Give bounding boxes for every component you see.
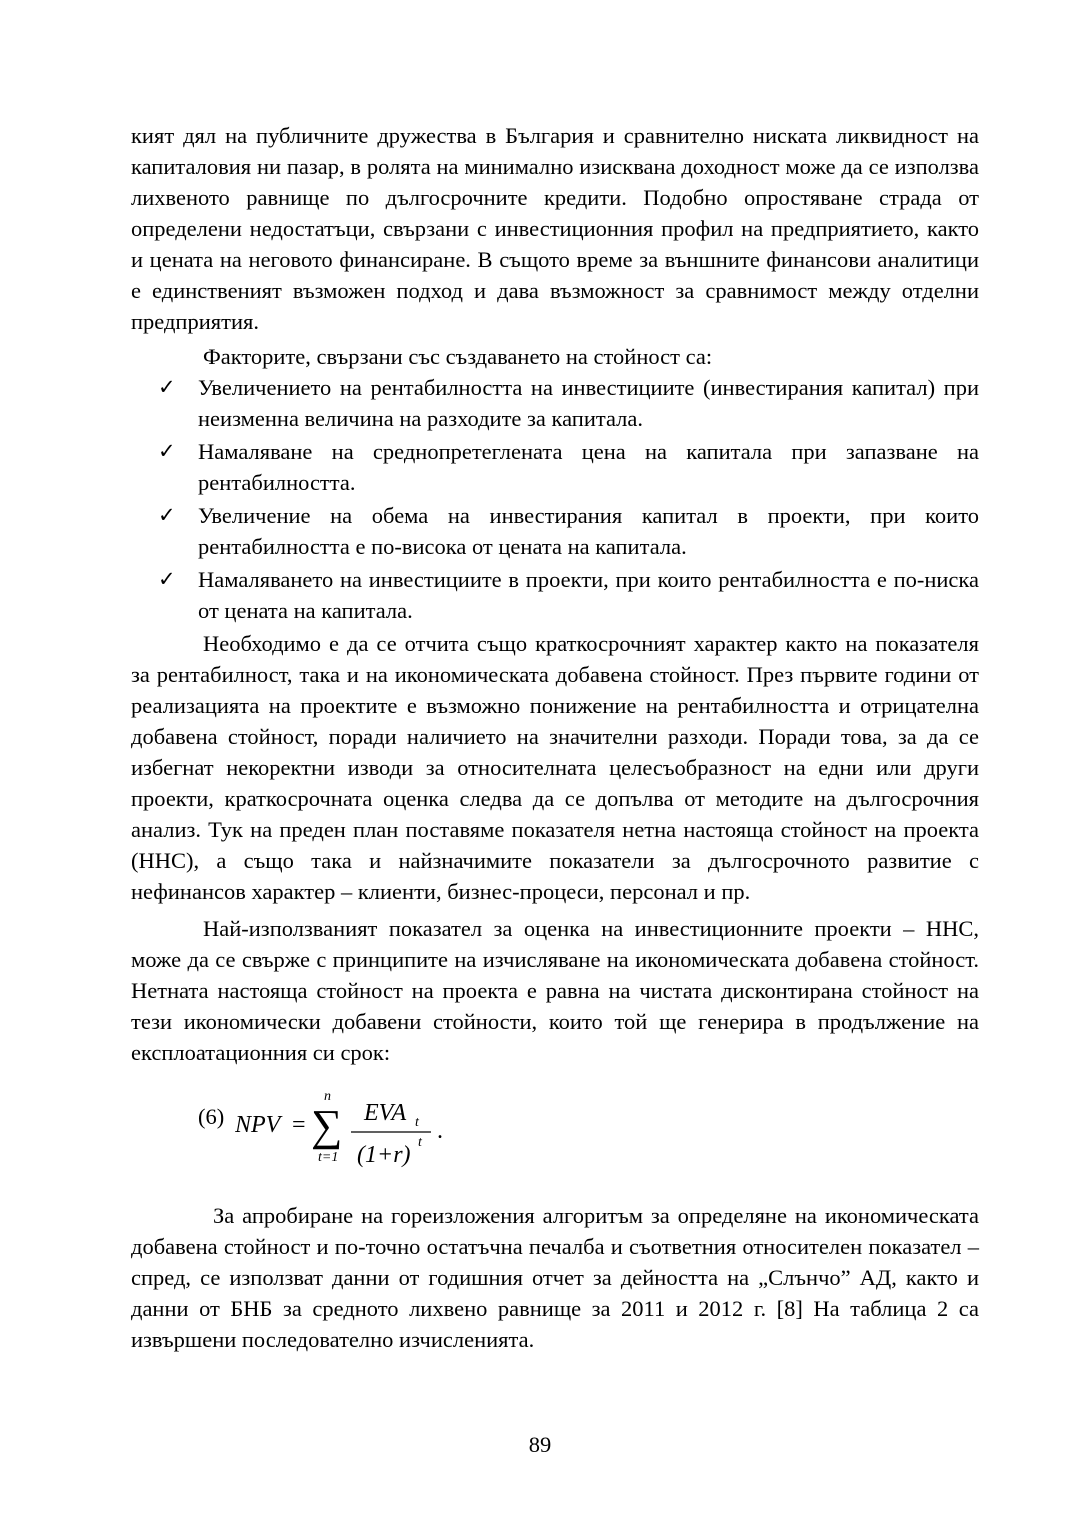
- numerator-subscript: t: [415, 1115, 419, 1130]
- equation-equals: =: [292, 1112, 306, 1138]
- equation-terminator: .: [437, 1118, 443, 1144]
- factor-checklist: [131, 372, 979, 626]
- summation-sign: ∑: [311, 1101, 343, 1150]
- list-item: [131, 500, 979, 562]
- denominator-superscript: t: [418, 1135, 422, 1150]
- equation-number: (6): [198, 1104, 225, 1129]
- sum-lower-limit: t=1: [318, 1150, 339, 1165]
- checkmark-icon: ✓: [158, 439, 176, 463]
- paragraph-4: За апробиране на гореизложения алгоритъм за определяне на икономическата добавена стойност и по-точно остатъчна печалба и съответния относителен показател – спред, се използват данни от годишния отчет за дейността на „Слънчо” АД, както и данни от БНБ за средното лихвено равнище за 2011 и 2012 г. [8] На таблица 2 са извършени последователно изчисленията.: [131, 1203, 979, 1352]
- list-item-text: Увеличението на рентабилността на инвестициите (инвестирания капитал) при неизменна величина на разходите за капитала.: [198, 375, 979, 431]
- equation-lhs: NPV: [235, 1112, 281, 1138]
- checkmark-icon: ✓: [158, 375, 176, 399]
- list-item: [131, 564, 979, 626]
- sum-upper-limit: n: [324, 1089, 331, 1104]
- list-item-text: Намаляване на среднопретеглената цена на капитала при запазване на рентабилността.: [198, 439, 979, 495]
- list-item-text: Увеличение на обема на инвестирания капитал в проекти, при които рентабилността е по-висока от цената на капитала.: [198, 503, 979, 559]
- list-item-text: Намаляването на инвестициите в проекти, при които рентабилността е по-ниска от цената на капитала.: [198, 567, 979, 623]
- paragraph-2: Необходимо е да се отчита също краткосрочният характер както на показателя за рентабилност, така и на икономическата добавена стойност. През първите години от реализацията на проектите е възможно понижение на рентабилността и отрицателна добавена стойност, поради наличието на значителни разходи. Поради това, за да се избегнат некоректни изводи за относителната целесъобразност на едни или други проекти, краткосрочната оценка следва да се допълва от методите на дългосрочния анализ. Тук на преден план поставяме показателя нетна настояща стойност на проекта (ННС), а също така и найзначимите показатели за дългосрочното развитие с нефинансов характер – клиенти, бизнес-процеси, персонал и пр.: [131, 631, 979, 904]
- equation-numerator: EVA: [364, 1100, 407, 1126]
- equation-denominator: (1+r): [357, 1142, 411, 1168]
- body-text: [131, 120, 979, 1355]
- paragraph-1: кият дял на публичните дружества в България и сравнително ниската ликвидност на капиталовия ни пазар, в ролята на минимално изисквана доходност може да се използва лихвеното равнище по дългосрочните кредити. Подобно опростяване страда от определени недостатъци, свързани с инвестиционния профил на предприятието, както и цената на неговото финансиране. В същото време за външните финансови аналитици е единственият възможен подход и дава възможност за сравнимост между отделни предприятия.: [131, 123, 979, 334]
- list-item: [131, 372, 979, 434]
- factors-intro: Факторите, свързани със създаването на стойност са:: [203, 344, 713, 369]
- checkmark-icon: ✓: [158, 567, 176, 591]
- page-number: 89: [528, 1432, 552, 1457]
- equation-formula: [235, 1082, 495, 1180]
- paragraph-3: Най-използваният показател за оценка на инвестиционните проекти – ННС, може да се свърже с принципите на изчисляване на икономическата добавена стойност. Нетната настояща стойност на проекта е равна на чистата дисконтирана стойност на тези икономически добавени стойности, които той ще генерира в продължение на експлоатационния си срок:: [131, 916, 979, 1065]
- checkmark-icon: ✓: [158, 503, 176, 527]
- npv-equation: [131, 1082, 979, 1180]
- list-item: [131, 436, 979, 498]
